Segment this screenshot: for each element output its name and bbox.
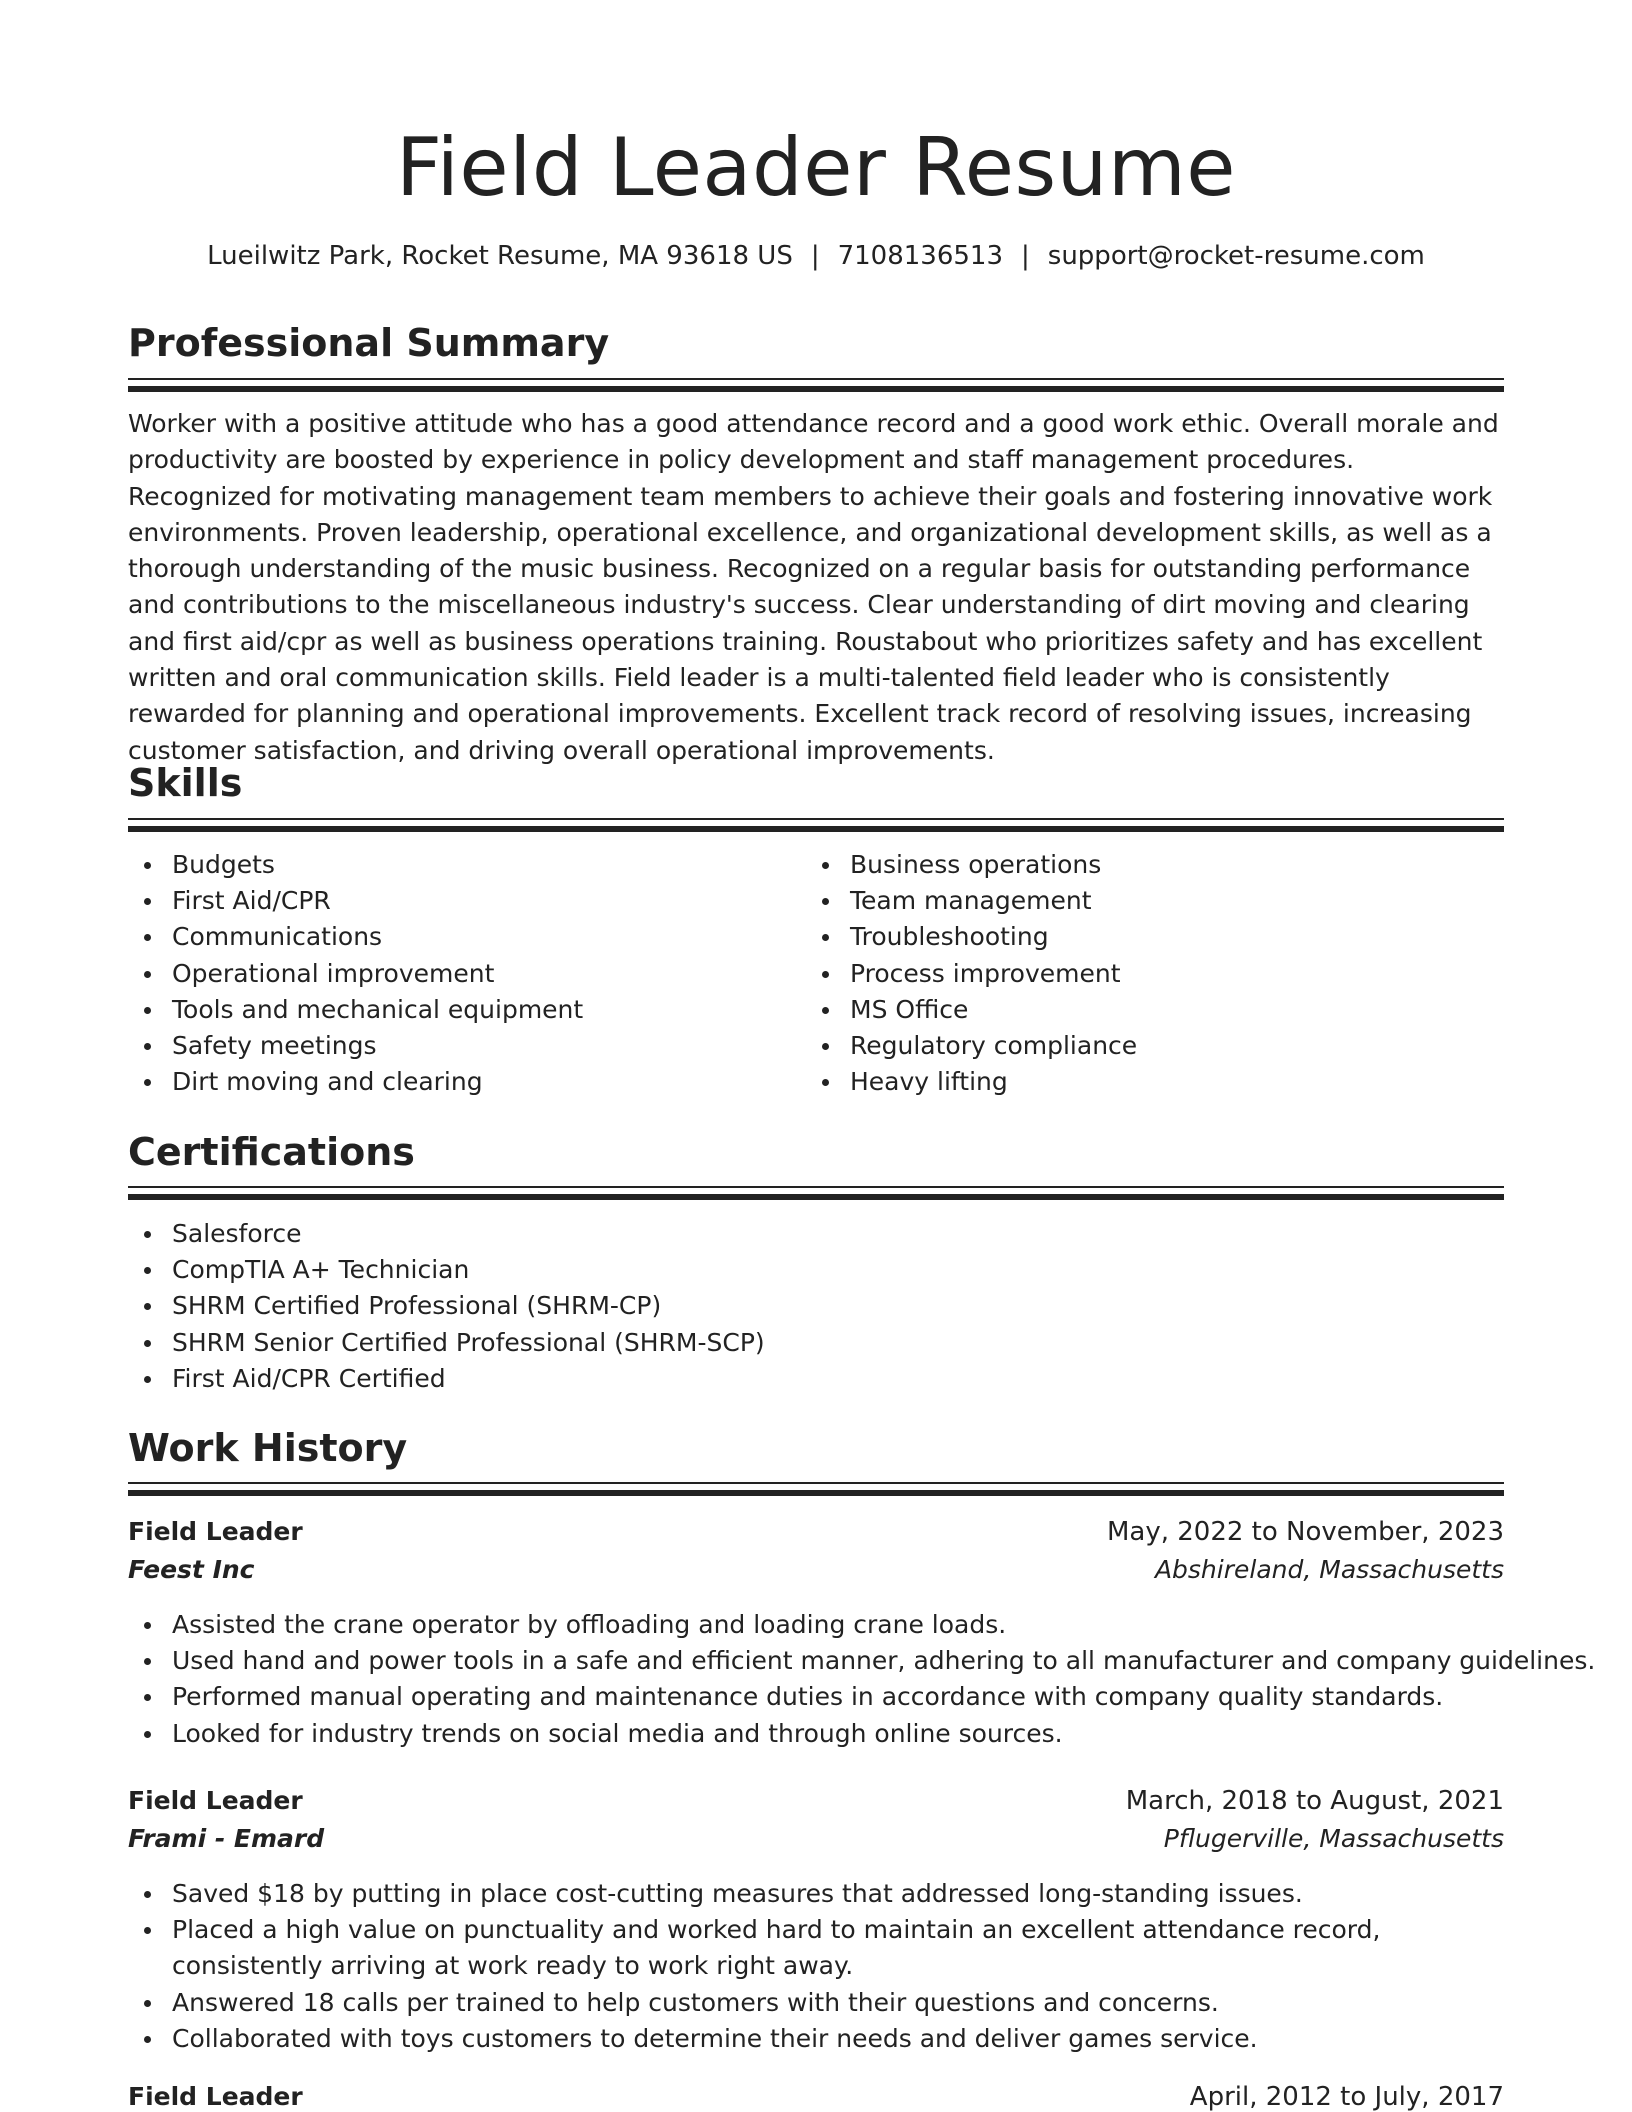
section-title-summary: Professional Summary <box>128 321 610 365</box>
skill-item: Business operations <box>806 847 1466 883</box>
job-duties-list <box>128 1607 1596 1752</box>
section-divider <box>128 818 1504 834</box>
skill-item: Budgets <box>128 847 788 883</box>
job-duty-item: Looked for industry trends on social media and through online sources. <box>128 1716 1504 1752</box>
job-title: Field Leader <box>128 2082 303 2111</box>
skill-item: Process improvement <box>806 956 1466 992</box>
section-divider <box>128 1186 1504 1202</box>
job-duty-item: Performed manual operating and maintenance duties in accordance with company quality standards. <box>128 1679 1504 1715</box>
skills-list-right <box>806 847 1466 1100</box>
skill-item: Safety meetings <box>128 1028 788 1064</box>
skill-item: Troubleshooting <box>806 919 1466 955</box>
job-dates: March, 2018 to August, 2021 <box>1125 1786 1504 1816</box>
resume-page <box>128 0 1596 2112</box>
job-duty-item: Saved $18 by putting in place cost-cutting measures that addressed long-standing issues. <box>128 1876 1504 1912</box>
job-company: Feest Inc <box>128 1555 255 1584</box>
certification-item: CompTIA A+ Technician <box>128 1252 1504 1288</box>
resume-title: Field Leader Resume <box>395 121 1237 214</box>
skill-item: Dirt moving and clearing <box>128 1064 788 1100</box>
certification-item: First Aid/CPR Certified <box>128 1361 1504 1397</box>
job-location: Abshireland, Massachusetts <box>1154 1555 1504 1584</box>
job-title: Field Leader <box>128 1786 303 1815</box>
section-divider <box>128 1482 1504 1498</box>
contact-separator: | <box>810 241 820 271</box>
contact-separator: | <box>1021 241 1030 271</box>
section-title-skills: Skills <box>128 761 243 805</box>
skill-item: Operational improvement <box>128 956 788 992</box>
skill-item: First Aid/CPR <box>128 883 788 919</box>
job-dates: May, 2022 to November, 2023 <box>1106 1517 1504 1547</box>
section-title-certifications: Certifications <box>128 1130 415 1174</box>
section-divider <box>128 378 1504 394</box>
job-duty-item: Answered 18 calls per trained to help customers with their questions and concerns. <box>128 1985 1504 2021</box>
skill-item: Regulatory compliance <box>806 1028 1466 1064</box>
skill-item: Communications <box>128 919 788 955</box>
job-company: Frami - Emard <box>128 1824 325 1853</box>
job-location: Pflugerville, Massachusetts <box>1163 1824 1504 1853</box>
summary-text: Worker with a positive attitude who has a good attendance record and a good work ethic. Overall morale and productivity are boosted by experience in policy development and staff management procedures. Recognized for motivating management team members to achieve their goals and fostering innovative work environments. Proven leadership, operational excellence, and organizational development skills, as well as a thorough understanding of the music business. Recognized on a regular basis for outstanding performance and contributions to the miscellaneous industry's success. Clear understanding of dirt moving and clearing and first aid/cpr as well as business operations training. Roustabout who prioritizes safety and has excellent written and oral communication skills. Field leader is a multi-talented field leader who is consistently rewarded for planning and operational improvements. Excellent track record of resolving issues, increasing customer satisfaction, and driving overall operational improvements. <box>128 409 1499 765</box>
skill-item: Tools and mechanical equipment <box>128 992 788 1028</box>
job-duty-item: Used hand and power tools in a safe and efficient manner, adhering to all manufacturer and company guidelines. <box>128 1643 1504 1679</box>
job-duties-list <box>128 1876 1504 2057</box>
skill-item: Team management <box>806 883 1466 919</box>
certification-item: SHRM Senior Certified Professional (SHRM-SCP) <box>128 1325 1504 1361</box>
job-duty-item: Assisted the crane operator by offloading and loading crane loads. <box>128 1607 1504 1643</box>
contact-email: support@rocket-resume.com <box>1047 241 1425 271</box>
certifications-list <box>128 1216 1504 1397</box>
job-duty-item: Placed a high value on punctuality and worked hard to maintain an excellent attendance record, consistently arriving at work ready to work right away. <box>128 1912 1504 1984</box>
job-dates: April, 2012 to July, 2017 <box>1189 2082 1504 2112</box>
certification-item: Salesforce <box>128 1216 1504 1252</box>
job-title: Field Leader <box>128 1517 303 1546</box>
certification-item: SHRM Certified Professional (SHRM-CP) <box>128 1288 1504 1324</box>
contact-phone: 7108136513 <box>837 241 1004 271</box>
section-title-work-history: Work History <box>128 1426 408 1470</box>
contact-line <box>128 238 1504 274</box>
skills-list-left <box>128 847 788 1100</box>
contact-address: Lueilwitz Park, Rocket Resume, MA 93618 US <box>207 241 793 271</box>
skill-item: MS Office <box>806 992 1466 1028</box>
skill-item: Heavy lifting <box>806 1064 1466 1100</box>
job-duty-item: Collaborated with toys customers to determine their needs and deliver games service. <box>128 2021 1504 2057</box>
